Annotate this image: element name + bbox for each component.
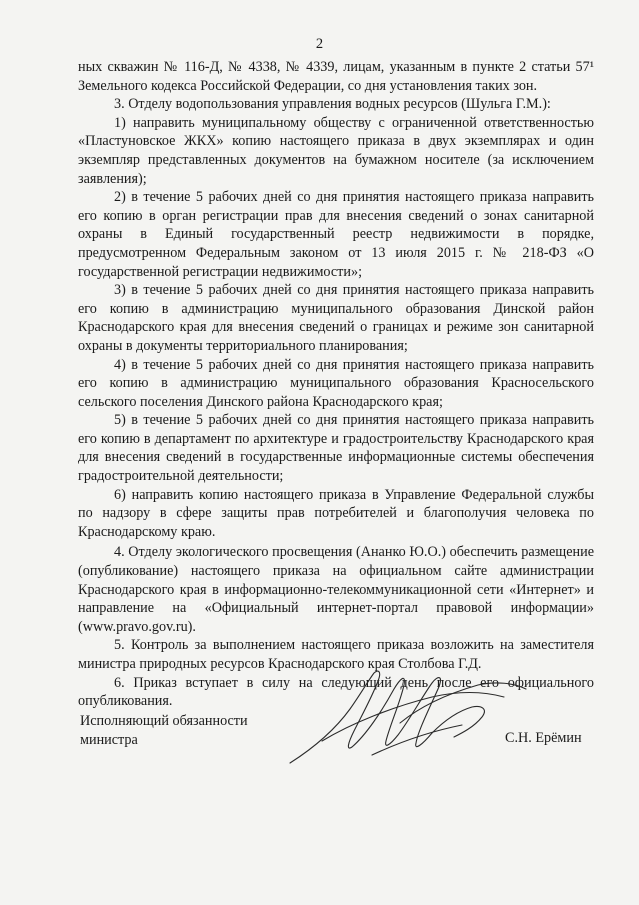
signatory-position [80, 712, 248, 749]
paragraph-subitem-6: 6) направить копию настоящего приказа в Управление Федеральной службы по надзору в сфере защиты прав потребителей и благополучия человека по Краснодарскому краю. [78, 486, 594, 540]
signatory-position-line2: министра [80, 731, 138, 748]
paragraph-item-4: 4. Отделу экологического просвещения (Ананко Ю.О.) обеспечить размещение (опубликование) настоящего приказа на официальном сайте администрации Краснодарского края в информационно-телекоммуникационной сети «Интернет» и направление на «Официальный интернет-портал правовой информации» (www.pravo.gov.ru). [78, 544, 594, 635]
paragraph-subitem-2: 2) в течение 5 рабочих дней со дня принятия настоящего приказа направить его копию в орган регистрации прав для внесения сведений о зонах санитарной охраны в Единый государственный реестр недвижимости в порядке, предусмотренном Федеральным законом от 13 июля 2015 г. № 218-ФЗ «О государственной регистрации недвижимости»; [78, 189, 594, 280]
paragraph-subitem-1: 1) направить муниципальному обществу с ограниченной ответственностью «Пластуновское ЖКХ» копию настоящего приказа в двух экземплярах и один экземпляр представленных документов на бумажном носителе (за исключением заявления); [78, 114, 594, 187]
signatory-position-line1: Исполняющий обязанности [80, 713, 248, 729]
paragraph-subitem-3: 3) в течение 5 рабочих дней со дня принятия настоящего приказа направить его копию в администрацию муниципального образования Динской район Краснодарского края для внесения сведений о границах и режиме зон санитарной охраны в документы территориального планирования; [78, 282, 594, 354]
paragraph-item-5: 5. Контроль за выполнением настоящего приказа возложить на заместителя министра природных ресурсов Краснодарского края Столбова Г.Д. [78, 637, 594, 672]
paragraph-item-3: 3. Отделу водопользования управления водных ресурсов (Шульга Г.М.): [114, 96, 551, 113]
paragraph-subitem-5: 5) в течение 5 рабочих дней со дня принятия настоящего приказа направить его копию в департамент по архитектуре и градостроительству Краснодарского края для внесения сведений в государственные информационные системы обеспечения градостроительной деятельности; [78, 412, 594, 485]
paragraph-item-6: 6. Приказ вступает в силу на следующий день после его официального опубликования. [78, 674, 594, 710]
document-body [78, 58, 594, 711]
paragraph-continuation: ных скважин № 116-Д, № 4338, № 4339, лицам, указанным в пункте 2 статьи 57¹ Земельного кодекса Российской Федерации, со дня установления таких зон. [78, 59, 594, 94]
handwritten-signature [282, 645, 532, 775]
page-number: 2 [315, 36, 324, 52]
paragraph-subitem-4: 4) в течение 5 рабочих дней со дня принятия настоящего приказа направить его копию в администрацию муниципального образования Красносельского сельского поселения Динского района Краснодарского края; [78, 356, 594, 410]
signatory-name: С.Н. Ерёмин [505, 730, 582, 746]
